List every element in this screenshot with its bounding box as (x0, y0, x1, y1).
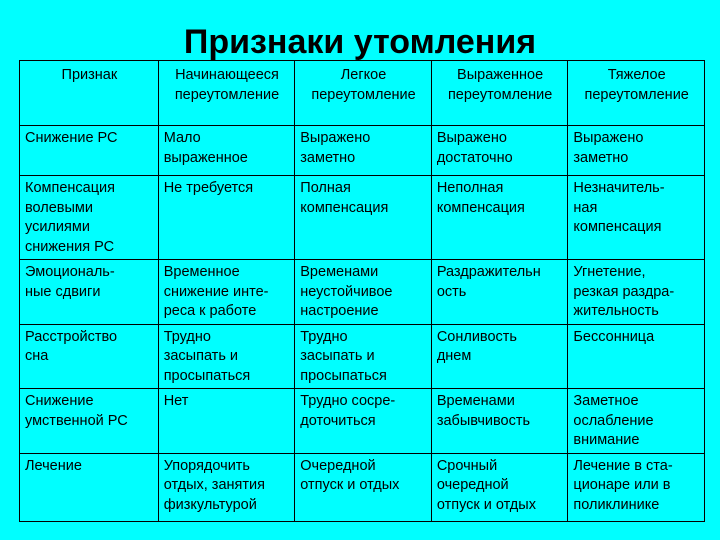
table-cell (568, 260, 705, 325)
table-cell (431, 126, 568, 176)
table-cell (20, 260, 159, 325)
cell-text: Расстройство сна (25, 328, 118, 364)
table-cell (158, 126, 295, 176)
header-cell-initial (158, 61, 295, 126)
cell-text: Снижение умственной РС (25, 393, 128, 429)
cell-text: Бессонница (573, 328, 655, 345)
header-label: Легкое переутомление (311, 67, 416, 103)
fatigue-signs-table (19, 60, 705, 522)
table-cell (295, 260, 432, 325)
page-title: Признаки утомления (183, 23, 537, 61)
cell-text: Раздражительн ость (436, 264, 541, 300)
header-cell-severe (568, 61, 705, 126)
cell-text: Выражено достаточно (436, 130, 513, 166)
table-cell (158, 324, 295, 389)
table-cell (20, 453, 159, 521)
cell-text: Сонливость днем (436, 328, 517, 364)
table-cell (20, 389, 159, 454)
table-cell (431, 453, 568, 521)
cell-text: Нет (163, 393, 189, 409)
header-label: Начинающееся переутомление (174, 67, 280, 103)
table-cell (295, 453, 432, 521)
cell-text: Заметное ослабление внимание (573, 393, 654, 448)
table-row (20, 324, 705, 389)
table-header-row (20, 61, 705, 126)
table-row (20, 126, 705, 176)
cell-text: Снижение РС (25, 130, 118, 146)
table-cell (568, 176, 705, 260)
table-cell (158, 453, 295, 521)
cell-text: Упорядочить отдых, занятия физкультурой (163, 457, 265, 513)
table-cell (431, 176, 568, 260)
cell-text: Выражено заметно (300, 130, 371, 166)
cell-text: Лечение в ста- ционаре или в поликлинике (573, 457, 673, 513)
cell-text: Временное снижение инте- реса к работе (163, 264, 269, 319)
header-cell-pronounced (431, 61, 568, 126)
table-cell (158, 176, 295, 260)
cell-text: Лечение (25, 457, 82, 474)
header-label: Выраженное переутомление (447, 67, 553, 103)
table-cell (295, 176, 432, 260)
cell-text: Полная компенсация (300, 180, 389, 216)
table-cell (20, 324, 159, 389)
header-label: Тяжелое переутомление (584, 67, 689, 103)
cell-text: Временами неустойчивое настроение (300, 264, 393, 319)
table-cell (20, 126, 159, 176)
cell-text: Трудно засыпать и просыпаться (163, 328, 251, 384)
header-label: Признак (61, 67, 118, 83)
cell-text: Компенсация волевыми усилиями снижения РС (25, 180, 115, 255)
header-cell-mild (295, 61, 432, 126)
cell-text: Мало выраженное (163, 130, 248, 166)
cell-text: Срочный очередной отпуск и отдых (436, 457, 536, 513)
table-row (20, 176, 705, 260)
table-cell (295, 389, 432, 454)
table-row (20, 389, 705, 454)
table-cell (568, 453, 705, 521)
cell-text: Временами забывчивость (436, 393, 531, 429)
cell-text: Выражено заметно (573, 130, 644, 166)
cell-text: Очередной отпуск и отдых (300, 457, 400, 493)
table-cell (568, 324, 705, 389)
table-cell (295, 126, 432, 176)
table-cell (568, 126, 705, 176)
table-row (20, 260, 705, 325)
table-cell (158, 389, 295, 454)
table-cell (568, 389, 705, 454)
table-cell (431, 389, 568, 454)
cell-text: Не требуется (163, 180, 254, 196)
header-cell-sign (20, 61, 159, 126)
table-cell (295, 324, 432, 389)
cell-text: Неполная компенсация (436, 180, 525, 216)
table-row (20, 453, 705, 521)
cell-text: Трудно сосре- доточиться (300, 393, 396, 429)
table-cell (431, 260, 568, 325)
table-cell (431, 324, 568, 389)
cell-text: Незначитель- ная компенсация (573, 180, 665, 235)
cell-text: Трудно засыпать и просыпаться (300, 328, 387, 384)
cell-text: Эмоциональ- ные сдвиги (25, 264, 115, 300)
table-cell (158, 260, 295, 325)
table-cell (20, 176, 159, 260)
cell-text: Угнетение, резкая раздра- жительность (573, 264, 675, 319)
